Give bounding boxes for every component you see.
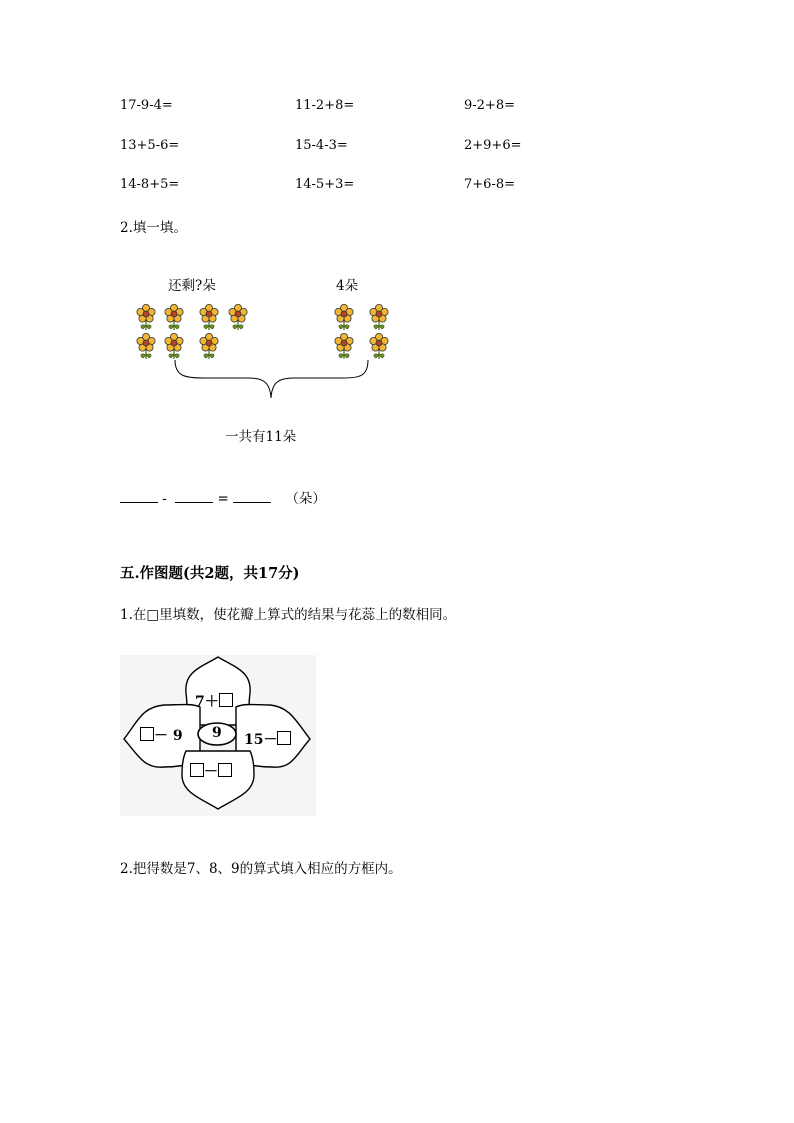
minus-sign: - [162,491,167,507]
petal-right-text: 15－ [244,732,278,748]
section-5-heading: 五.作图题(共2题，共17分) [120,565,300,582]
flower-icon [335,333,353,359]
petal-left [140,725,183,745]
exercise-r3c3: 7+6-8= [464,177,515,192]
petal-flower-diagram [120,655,316,816]
exercise-r3c2: 14-5+3= [295,177,355,192]
exercise-r1c2: 11-2+8= [295,98,355,113]
exercise-r2c1: 13+5-6= [120,138,180,153]
answer-blank-2[interactable] [175,490,213,503]
brace [175,360,368,398]
petal-bottom [190,761,232,781]
petal-left-text: － 9 [154,728,183,744]
petal-top-text: 7＋ [195,694,219,710]
flowers-illustration [128,298,398,402]
answer-blank-1[interactable] [120,490,158,503]
exercise-r2c2: 15-4-3= [295,138,348,153]
petal-right-box[interactable] [277,731,291,745]
given-label: 4朵 [336,278,359,294]
flower-icon [200,333,218,359]
petal-left-box[interactable] [140,727,154,741]
flower-icon [370,333,388,359]
question-2-title: 2.填一填。 [120,220,187,236]
section-5-question-1: 1.在□里填数，使花瓣上算式的结果与花蕊上的数相同。 [120,607,457,623]
total-label: 一共有11朵 [225,429,297,445]
exercise-r1c1: 17-9-4= [120,98,173,113]
remaining-label: 还剩?朵 [168,278,216,294]
petal-top [195,691,233,711]
flower-icon [229,304,247,330]
exercise-r1c3: 9-2+8= [464,98,515,113]
flower-icon [165,333,183,359]
answer-line [120,487,326,507]
petal-top-box[interactable] [219,693,233,707]
flower-icon [200,304,218,330]
petal-bottom-text: － [204,764,218,780]
flower-icon [165,304,183,330]
petal-right [244,729,291,749]
answer-blank-3[interactable] [233,490,271,503]
exercise-r2c3: 2+9+6= [464,138,522,153]
flower-center: 9 [212,725,222,741]
unit-label: （朵） [285,491,326,507]
flower-icon [370,304,388,330]
flower-icon [137,304,155,330]
petal-bottom-box-1[interactable] [190,763,204,777]
exercise-r3c1: 14-8+5= [120,177,180,192]
equals-sign: = [217,491,229,507]
flower-icon [335,304,353,330]
petal-bottom-box-2[interactable] [218,763,232,777]
section-5-question-2: 2.把得数是7、8、9的算式填入相应的方框内。 [120,861,402,877]
flower-icon [137,333,155,359]
